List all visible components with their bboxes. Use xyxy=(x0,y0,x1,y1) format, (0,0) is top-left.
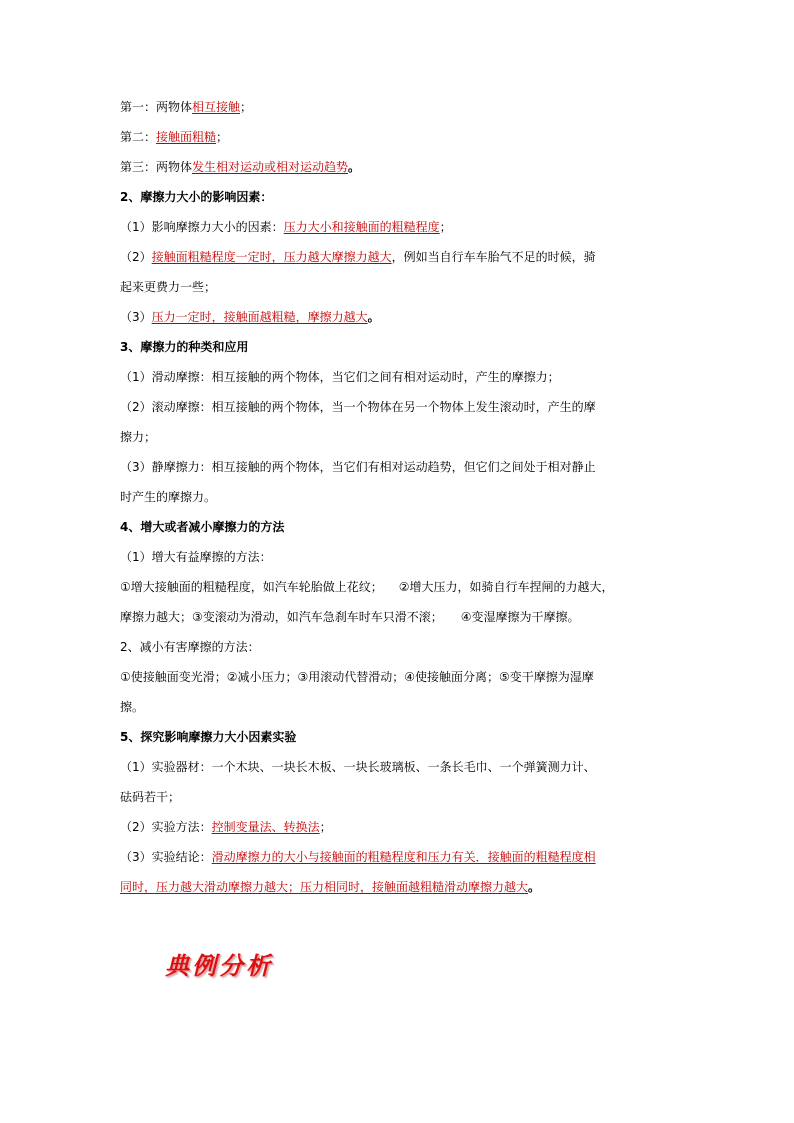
paragraph-2-2-cont: 起来更费力一些； xyxy=(120,280,217,294)
section-heading-4: 4、增大或者减小摩擦力的方法 xyxy=(120,520,285,534)
document-body xyxy=(120,92,676,902)
paragraph-3-1: （1）滑动摩擦：相互接触的两个物体，当它们之间有相对运动时，产生的摩擦力； xyxy=(120,370,560,384)
paragraph-5-1: （1）实验器材：一个木块、一块长木板、一块长玻璃板、一条长毛巾、一个弹簧测力计、 xyxy=(120,760,596,774)
highlight-text: 接触面粗糙 xyxy=(156,130,217,144)
highlight-text: 同时，压力越大滑动摩擦力越大；压力相同时，接触面越粗糙滑动摩擦力越大 xyxy=(120,880,529,894)
paragraph-3-2-cont: 擦力； xyxy=(120,430,157,444)
condition-2: 第二：接触面粗糙； xyxy=(120,130,229,144)
subheading-4-1: （1）增大有益摩擦的方法： xyxy=(120,550,272,564)
section-heading-3: 3、摩擦力的种类和应用 xyxy=(120,340,249,354)
paragraph-3-2: （2）滚动摩擦：相互接触的两个物体，当一个物体在另一个物体上发生滚动时，产生的摩 xyxy=(120,400,596,414)
highlight-text: 压力大小和接触面的粗糙程度 xyxy=(283,220,440,234)
example-analysis-logo: 典例分析 xyxy=(165,951,273,980)
highlight-text: 控制变量法、转换法 xyxy=(211,820,320,834)
paragraph-5-3-cont: 同时，压力越大滑动摩擦力越大；压力相同时，接触面越粗糙滑动摩擦力越大。 xyxy=(120,880,541,894)
highlight-text: 接触面粗糙程度一定时，压力越大摩擦力越大 xyxy=(151,250,392,264)
paragraph-5-1-cont: 砝码若干； xyxy=(120,790,181,804)
section-heading-2: 2、摩擦力大小的影响因素： xyxy=(120,190,273,204)
highlight-text: 滑动摩擦力的大小与接触面的粗糙程度和压力有关．接触面的粗糙程度相 xyxy=(211,850,596,864)
paragraph-2-1: （1）影响摩擦力大小的因素：压力大小和接触面的粗糙程度； xyxy=(120,220,452,234)
paragraph-2-3: （3）压力一定时，接触面越粗糙，摩擦力越大。 xyxy=(120,310,380,324)
paragraph-5-2: （2）实验方法：控制变量法、转换法； xyxy=(120,820,332,834)
paragraph-5-3: （3）实验结论：滑动摩擦力的大小与接触面的粗糙程度和压力有关．接触面的粗糙程度相 xyxy=(120,850,596,864)
subheading-4-2: 2、减小有害摩擦的方法： xyxy=(120,640,260,654)
list-item-4-1-cont: 摩擦力越大；③变滚动为滑动，如汽车急刹车时车只滑不滚； ④变湿摩擦为干摩擦。 xyxy=(120,610,580,624)
section-heading-5: 5、探究影响摩擦力大小因素实验 xyxy=(120,730,297,744)
highlight-text: 发生相对运动或相对运动趋势 xyxy=(192,160,349,174)
list-item-4-1: ①增大接触面的粗糙程度，如汽车轮胎做上花纹； ②增大压力，如骑自行车捏闸的力越大， xyxy=(120,580,614,594)
list-item-4-2-cont: 擦。 xyxy=(120,700,145,714)
condition-1: 第一：两物体相互接触； xyxy=(120,100,253,114)
highlight-text: 相互接触 xyxy=(192,100,241,114)
highlight-text: 压力一定时，接触面越粗糙，摩擦力越大 xyxy=(151,310,368,324)
condition-3: 第三：两物体发生相对运动或相对运动趋势。 xyxy=(120,160,361,174)
paragraph-3-3-cont: 时产生的摩擦力。 xyxy=(120,490,217,504)
list-item-4-2: ①使接触面变光滑；②减小压力；③用滚动代替滑动；④使接触面分离；⑤变干摩擦为湿摩 xyxy=(120,670,594,684)
paragraph-2-2: （2）接触面粗糙程度一定时，压力越大摩擦力越大，例如当自行车车胎气不足的时候，骑 xyxy=(120,250,596,264)
paragraph-3-3: （3）静摩擦力：相互接触的两个物体，当它们有相对运动趋势，但它们之间处于相对静止 xyxy=(120,460,596,474)
